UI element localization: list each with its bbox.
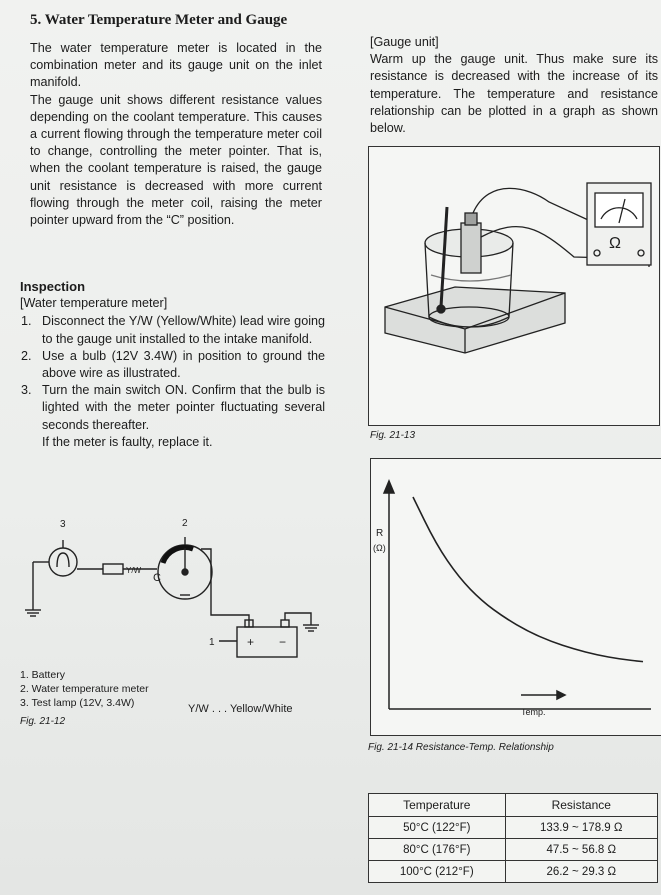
legend-item: 1. Battery xyxy=(20,669,65,681)
figure-caption: Fig. 21-12 xyxy=(20,716,66,727)
step-text: Disconnect the Y/W (Yellow/White) lead wire going to the gauge unit installed to the intake manifold. xyxy=(42,314,325,346)
wiring-diagram xyxy=(15,515,335,665)
intro-paragraph: The water temperature meter is located in the combination meter and its gauge unit on the inlet manifold. xyxy=(30,41,322,90)
table-header-row xyxy=(369,794,658,817)
beaker-ohmmeter-drawing xyxy=(369,147,659,425)
table-cell: 133.9 ~ 178.9 Ω xyxy=(505,817,657,839)
legend-item: 3. Test lamp (12V, 3.4W) xyxy=(20,697,135,709)
y-axis-arrow xyxy=(384,481,394,493)
table-row xyxy=(369,817,658,839)
table-cell: 80°C (176°F) xyxy=(369,839,506,861)
wire-label: Y/W xyxy=(126,566,142,575)
table-row xyxy=(369,861,658,883)
table-cell: 47.5 ~ 56.8 Ω xyxy=(505,839,657,861)
connector-symbol xyxy=(103,564,123,574)
inspection-step xyxy=(20,382,325,434)
diagram-label-1: 1 xyxy=(209,637,215,648)
inspection-step xyxy=(20,313,325,347)
inspection-heading: Inspection xyxy=(20,279,86,294)
fault-note: If the meter is faulty, replace it. xyxy=(42,434,213,449)
step-number: 2. xyxy=(21,348,32,363)
step-text: Use a bulb (12V 3.4W) in position to ground the above wire as illustrated. xyxy=(42,348,325,381)
inspection-subheading: [Water temperature meter] xyxy=(20,296,168,311)
diagram-label-2: 2 xyxy=(182,518,188,529)
y-axis-unit: (Ω) xyxy=(373,543,386,553)
chart-plot xyxy=(371,459,661,735)
table-cell: 100°C (212°F) xyxy=(369,861,506,883)
legend-item: 2. Water temperature meter xyxy=(20,683,149,695)
intro-paragraph: The gauge unit shows different resistance values depending on the coolant temperature. This causes a current flowing through the temperature meter coil to change, controlling the meter pointer. That is, when the coolant temperature is raised, the gauge unit resistance is decreased with more current flowing through the meter coil, raising the meter pointer upward from the “C” position. xyxy=(30,92,322,228)
inspection-step xyxy=(20,348,325,382)
gauge-unit-paragraph: Warm up the gauge unit. Thus make sure its resistance is decreased with the increase of its temperature. The temperature and resistance relationship can be plotted in a graph as shown below. xyxy=(370,52,658,136)
step-text: Turn the main switch ON. Confirm that the bulb is lighted with the meter pointer fluctuating several seconds thereafter. xyxy=(42,383,325,432)
battery-plus: + xyxy=(247,635,255,649)
table-cell: 50°C (122°F) xyxy=(369,817,506,839)
gauge-test-illustration xyxy=(368,146,660,426)
table-header: Resistance xyxy=(505,794,657,817)
battery-symbol xyxy=(237,627,297,657)
inspection-section xyxy=(20,278,325,451)
left-intro-text xyxy=(30,40,322,229)
resistance-table xyxy=(368,793,658,883)
gauge-unit-text xyxy=(370,34,658,137)
figure-caption: Fig. 21-14 Resistance-Temp. Relationship xyxy=(368,742,554,753)
resistance-temp-chart xyxy=(370,458,661,736)
step-number: 1. xyxy=(21,314,32,329)
resistance-curve xyxy=(413,497,643,662)
table-row xyxy=(369,839,658,861)
table-header: Temperature xyxy=(369,794,506,817)
step-number: 3. xyxy=(21,383,32,398)
x-axis-label: Temp. xyxy=(521,707,546,717)
figure-caption: Fig. 21-13 xyxy=(370,430,416,441)
table-cell: 26.2 ~ 29.3 Ω xyxy=(505,861,657,883)
test-lamp-symbol xyxy=(49,548,77,576)
section-title: 5. Water Temperature Meter and Gauge xyxy=(30,12,288,28)
ohm-symbol: Ω xyxy=(609,235,621,252)
temp-arrow-head xyxy=(557,691,565,699)
y-axis-label: R xyxy=(376,528,384,539)
diagram-label-3: 3 xyxy=(60,519,66,530)
meter-c-mark: C xyxy=(153,572,161,584)
battery-minus: − xyxy=(279,635,287,649)
color-code-note: Y/W . . . Yellow/White xyxy=(188,703,293,715)
gauge-unit-subheading: [Gauge unit] xyxy=(370,35,439,49)
